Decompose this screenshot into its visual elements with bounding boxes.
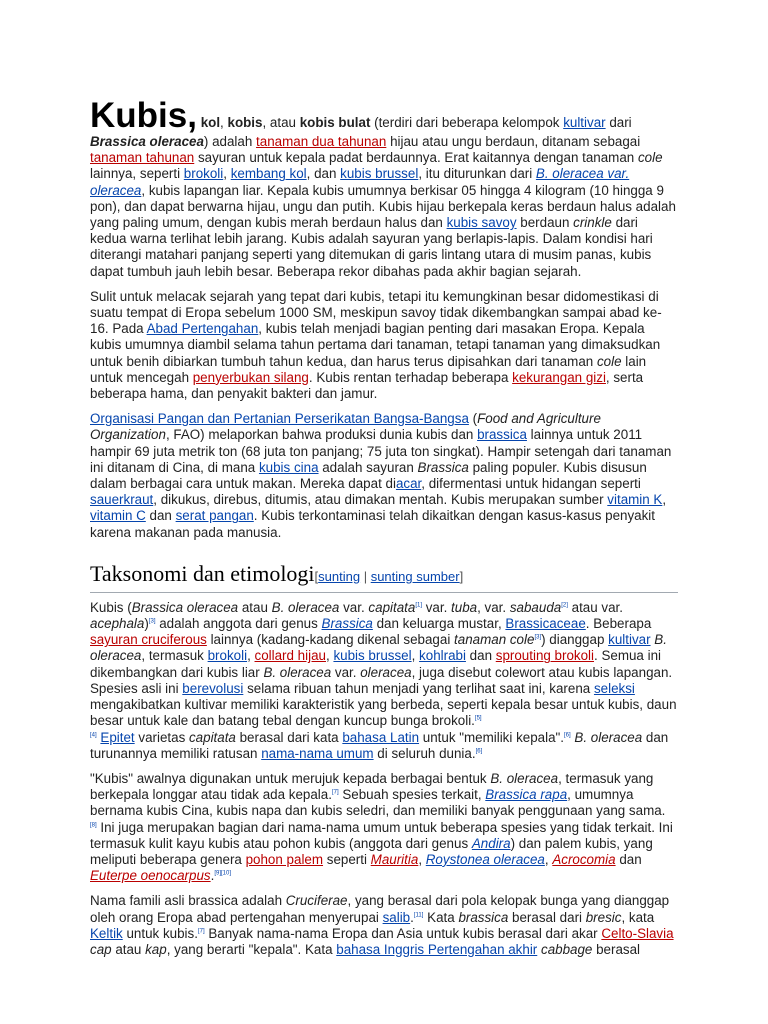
link-penyerbukan-silang[interactable]: penyerbukan silang [192,369,309,385]
ref-link[interactable]: [6] [564,732,571,739]
link-genus-brassica[interactable]: Brassica [321,616,373,632]
link-vitamin-c[interactable]: vitamin C [90,508,146,524]
ref-link[interactable]: [7] [331,789,339,796]
section-heading: Taksonomi dan etimologi[sunting | sunting sumber] [90,561,678,593]
ref-link[interactable]: [3] [148,618,156,625]
link-keltik[interactable]: Keltik [90,925,123,941]
link-serat-pangan[interactable]: serat pangan [175,508,254,524]
link-bahasa-inggris-pertengahan[interactable]: bahasa Inggris Pertengahan akhir [336,941,538,957]
link-brassica[interactable]: brassica [477,427,527,443]
link-vitamin-k[interactable]: vitamin K [607,492,663,508]
link-b-oleracea-var[interactable]: B. oleracea var. oleracea [90,166,630,198]
article [90,98,678,967]
link-nama-nama-umum[interactable]: nama-nama umum [261,745,374,761]
edit-source-link[interactable]: sunting sumber [370,568,460,584]
link-roystonea-oleracea[interactable]: Roystonea oleracea [425,851,545,867]
link-celto-slavia[interactable]: Celto-Slavia [601,925,674,941]
alias-kobis: kobis [227,115,263,130]
section-edit-links: [sunting | sunting sumber] [314,568,464,584]
link-fao[interactable]: Organisasi Pangan dan Pertanian Perserikatan Bangsa-Bangsa [90,411,469,427]
link-kubis-cina[interactable]: kubis cina [258,459,319,475]
link-andira[interactable]: Andira [471,835,511,851]
link-kembang-kol[interactable]: kembang kol [230,166,307,182]
ref-link[interactable]: [2] [561,602,568,609]
link-brokoli-2[interactable]: brokoli [207,648,248,664]
link-brassica-rapa[interactable]: Brassica rapa [485,787,568,803]
ref-link[interactable]: [7] [197,928,205,935]
ref-link[interactable]: [11] [413,912,424,919]
ref-link[interactable]: [1] [415,602,422,609]
link-kultivar[interactable]: kultivar [563,115,606,130]
link-berevolusi[interactable]: berevolusi [182,680,244,696]
taxonomy-paragraph: Kubis (Brassica oleracea atau B. oleracea var. capitata[1] var. tuba, var. sabauda[2] atau var. acephala)[3] adalah anggota dari genus Brassica dan keluarga mustar, Brassicaceae. Beberapa sayuran cruciferous lainnya (kadang-kadang dikenal sebagai tanaman cole[3]) dianggap kultivar B. oleracea, termasuk brokoli, collard hijau, kubis brussel, kohlrabi dan sprouting brokoli. Semua ini dikembangkan dari kubis liar B. oleracea var. oleracea, juga disebut colewort atau kubis lapangan. Spesies asli ini berevolusi selama ribuan tahun menjadi yang terlihat saat ini, karena seleksi mengakibatkan kultivar memiliki karakteristik yang berbeda, seperti kepala besar untuk kubis, daun besar untuk kale dan batang tebal dengan kuncup bunga brokoli.[5] [4] Epitet varietas capitata berasal dari kata bahasa Latin untuk "memiliki kepala".[6] B. oleracea dan turunannya memiliki ratusan nama-nama umum di seluruh dunia.[6] [90,599,677,761]
ref-link[interactable]: [3] [534,634,542,641]
link-bahasa-latin[interactable]: bahasa Latin [342,729,420,745]
intro-paragraph: Kubis, kol, kobis, atau kobis bulat (terdiri dari beberapa kelompok kultivar dari Brassica oleracea) adalah tanaman dua tahunan hijau atau ungu berdaun, ditanam sebagai tanaman tahunan sayuran untuk kepala padat berdaunnya. Erat kaitannya dengan tanaman cole lainnya, seperti brokoli, kembang kol, dan kubis brussel, itu diturunkan dari B. oleracea var. oleracea, kubis lapangan liar. Kepala kubis umumnya berkisar 05 hingga 4 kilogram (10 hingga 9 pon), dan dapat berwarna hijau, ungu dan putih. Kubis hijau berkepala keras berdaun halus adalah yang paling umum, dengan kubis merah berdaun halus dan kubis savoy berdaun crinkle dari kedua warna terlihat lebih jarang. Kubis adalah sayuran yang berlapis-lapis. Dalam kondisi hari diterangi matahari panjang seperti yang ditemukan di garis lintang utara di musim panas, kubis dapat tumbuh jauh lebih besar. Beberapa rekor dibahas pada akhir bagian sejarah. [90,96,676,279]
ref-link[interactable]: [9][10] [214,870,232,877]
alias-kobis-bulat: kobis bulat [299,115,371,130]
edit-link[interactable]: sunting [318,568,361,584]
alias-kol: kol [200,115,221,130]
etymology-paragraph: Nama famili asli brassica adalah Cruciferae, yang berasal dari pola kelopak bunga yang dianggap oleh orang Eropa abad pertengahan menyerupai salib.[11] Kata brassica berasal dari bresic, kata Keltik untuk kubis.[7] Banyak nama-nama Eropa dan Asia untuk kubis berasal dari akar Celto-Slavia cap atau kap, yang berarti "kepala". Kata bahasa Inggris Pertengahan akhir cabbage berasal [90,893,674,957]
history-paragraph: Sulit untuk melacak sejarah yang tepat dari kubis, tetapi itu kemungkinan besar didomestikasi di suatu tempat di Eropa sebelum 1000 SM, meskipun savoy tidak dikembangkan sampai abad ke-16. Pada Abad Pertengahan, kubis telah menjadi bagian penting dari masakan Eropa. Kepala kubis umumnya diambil selama tahun pertama dari tanaman, tetapi tanaman yang dimaksudkan untuk benih dibiarkan tumbuh tahun kedua, dan harus terus dipisahkan dari tanaman cole lain untuk mencegah penyerbukan silang. Kubis rentan terhadap beberapa kekurangan gizi, serta beberapa hama, dan penyakit bakteri dan jamur. [90,288,662,402]
link-sprouting-brokoli[interactable]: sprouting brokoli [495,648,595,664]
scientific-name: Brassica oleracea [90,134,204,149]
link-euterpe[interactable]: Euterpe oenocarpus [90,868,211,884]
ref-link[interactable]: [8] [90,822,97,829]
link-tanaman-dua-tahunan[interactable]: tanaman dua tahunan [256,134,387,149]
link-brassicaceae[interactable]: Brassicaceae [505,616,586,632]
link-epitet[interactable]: Epitet [100,729,135,745]
link-kekurangan-gizi[interactable]: kekurangan gizi [512,369,606,385]
link-kubis-brussel-2[interactable]: kubis brussel [333,648,412,664]
page-title: Kubis, [90,96,197,135]
link-kohlrabi[interactable]: kohlrabi [419,648,466,664]
link-sayuran-cruciferous[interactable]: sayuran cruciferous [90,632,207,648]
ref-link[interactable]: [6] [475,748,483,755]
link-sauerkraut[interactable]: sauerkraut [90,492,154,508]
link-seleksi[interactable]: seleksi [593,680,635,696]
ref-link[interactable]: [4] [90,732,97,739]
link-mauritia[interactable]: Mauritia [370,851,419,867]
link-acar[interactable]: acar [395,476,422,492]
link-kubis-savoy[interactable]: kubis savoy [446,215,517,231]
naming-paragraph: "Kubis" awalnya digunakan untuk merujuk kepada berbagai bentuk B. oleracea, termasuk yang berkepala longgar atau tidak ada kepala.[7] Sebuah spesies terkait, Brassica rapa, umumnya bernama kubis Cina, kubis napa dan kubis seledri, dan memiliki banyak penggunaan yang sama. [8] Ini juga merupakan bagian dari nama-nama umum untuk beberapa spesies yang tidak terkait. Ini termasuk kulit kayu kubis atau pohon kubis (anggota dari genus Andira) dan palem kubis, yang meliputi beberapa genera pohon palem seperti Mauritia, Roystonea oleracea, Acrocomia dan Euterpe oenocarpus.[9][10] [90,770,673,884]
link-tanaman-tahunan[interactable]: tanaman tahunan [90,150,195,166]
link-pohon-palem[interactable]: pohon palem [245,851,324,867]
link-collard-hijau[interactable]: collard hijau [254,648,326,664]
link-kultivar-2[interactable]: kultivar [608,632,651,648]
link-salib[interactable]: salib [382,909,411,925]
link-brokoli[interactable]: brokoli [183,166,224,182]
production-paragraph: Organisasi Pangan dan Pertanian Perserikatan Bangsa-Bangsa (Food and Agriculture Organization, FAO) melaporkan bahwa produksi dunia kubis dan brassica lainnya untuk 2011 hampir 69 juta metrik ton (68 juta ton panjang; 75 juta ton singkat). Hampir setengah dari tanaman ini ditanam di Cina, di mana kubis cina adalah sayuran Brassica paling populer. Kubis disusun dalam berbagai cara untuk makan. Mereka dapat diacar, difermentasi untuk hidangan seperti sauerkraut, dikukus, direbus, ditumis, atau dimakan mentah. Kubis merupakan sumber vitamin K, vitamin C dan serat pangan. Kubis terkontaminasi telah dikaitkan dengan kasus-kasus penyakit karena makanan pada manusia. [90,411,672,540]
link-acrocomia[interactable]: Acrocomia [552,851,616,867]
link-abad-pertengahan[interactable]: Abad Pertengahan [146,321,259,337]
ref-link[interactable]: [5] [474,715,482,722]
link-kubis-brussel[interactable]: kubis brussel [340,166,419,182]
